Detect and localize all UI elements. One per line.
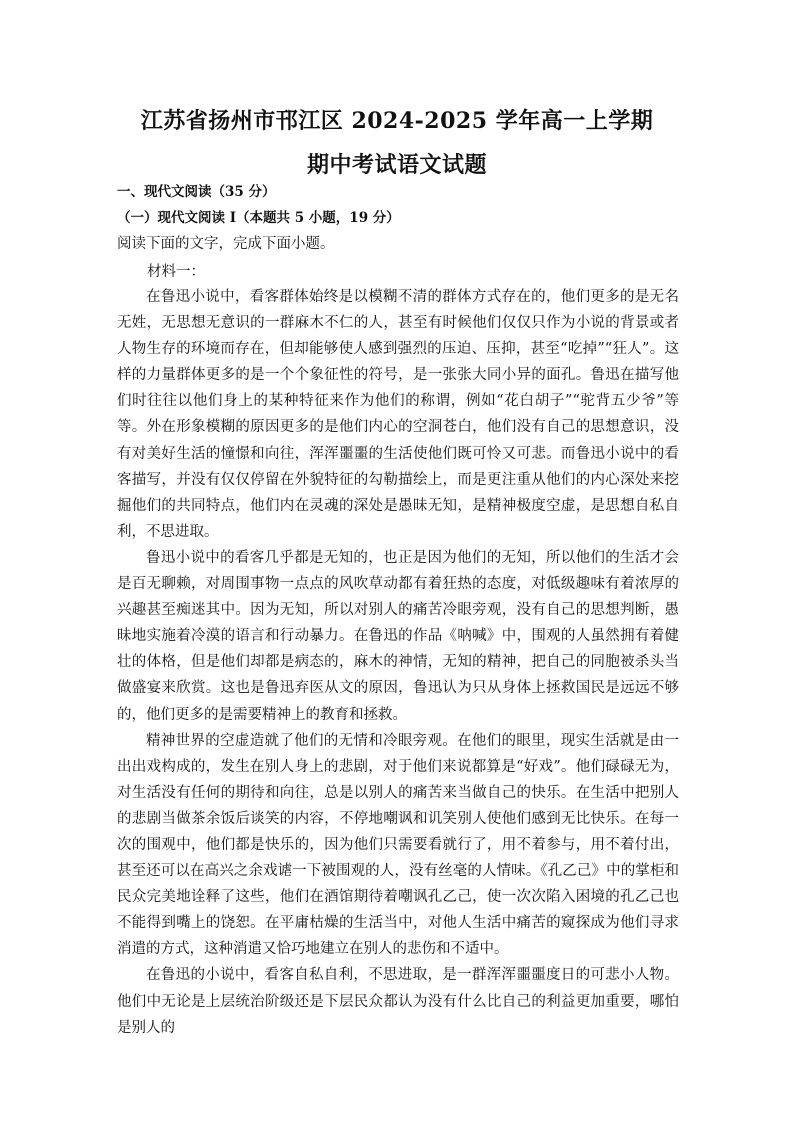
passage-paragraph-1: 在鲁迅小说中，看客群体始终是以模糊不清的群体方式存在的，他们更多的是无名无姓，无思想无意识的一群麻木不仁的人，甚至有时候他们仅仅只作为小说的背景或者人物生存的环境而存在，但却能够使人感到强烈的压迫、压抑，甚至“吃掉”“狂人”。这样的力量群体更多的是一个个象征性的符号，是一张张大同小异的面孔。鲁迅在描写他们时往往以他们身上的某种特征来作为他们的称谓，例如“花白胡子”“驼背五少爷”等等。外在形象模糊的原因更多的是他们内心的空洞苍白，他们没有自己的思想意识，没有对美好生活的憧憬和向往，浑浑噩噩的生活使他们既可怜又可悲。而鲁迅小说中的看客描写，并没有仅仅停留在外貌特征的勾勒描绘上，而是更注重从他们的内心深处来挖掘他们的共同特点，他们内在灵魂的深处是愚昧无知，是精神极度空虚，是思想自私自利，不思进取。 <box>117 289 679 540</box>
section-heading: 一、现代文阅读（35 分） <box>117 184 276 200</box>
passage-paragraph-2: 鲁迅小说中的看客几乎都是无知的，也正是因为他们的无知，所以他们的生活才会是百无聊赖，对周围事物一点点的风吹草动都有着狂热的态度，对低级趣味有着浓厚的兴趣甚至痴迷其中。因为无知，所以对别人的痛苦冷眼旁观，没有自己的思想判断，愚昧地实施着冷漠的语言和行动暴力。在鲁迅的作品《呐喊》中，围观的人虽然拥有着健壮的体格，但是他们却都是病态的，麻木的神情，无知的精神，把自己的同胞被杀头当做盛宴来欣赏。这也是鲁迅弃医从文的原因，鲁迅认为只从身体上拯救国民是远远不够的，他们更多的是需要精神上的教育和拯救。 <box>117 549 679 723</box>
exam-title-line1: 江苏省扬州市邗江区 2024-2025 学年高一上学期 <box>140 108 654 134</box>
passage-paragraph-4: 在鲁迅的小说中，看客自私自利，不思进取，是一群浑浑噩噩度日的可悲小人物。他们中无论是上层统治阶级还是下层民众都认为没有什么比自己的利益更加重要，哪怕是别人的 <box>117 967 679 1036</box>
subsection-heading: （一）现代文阅读 I（本题共 5 小题，19 分） <box>117 210 400 226</box>
passage-body <box>117 284 679 1041</box>
passage-paragraph-3: 精神世界的空虚造就了他们的无情和冷眼旁观。在他们的眼里，现实生活就是由一出出戏构成的，发生在别人身上的悲剧，对于他们来说都算是“好戏”。他们碌碌无为，对生活没有任何的期待和向往，总是以别人的痛苦来当做自己的快乐。在生活中把别人的悲剧当做茶余饭后谈笑的内容，不停地嘲讽和讥笑别人使他们感到无比快乐。在每一次的围观中，他们都是快乐的，因为他们只需要看就行了，用不着参与，用不着付出，甚至还可以在高兴之余戏谑一下被围观的人，没有丝毫的人情味。《孔乙己》中的掌柜和民众完美地诠释了这些，他们在酒馆期待着嘲讽孔乙己，使一次次陷入困境的孔乙己也不能得到嘴上的饶恕。在平庸枯燥的生活当中，对他人生活中痛苦的窥探成为他们寻求消遣的方式，这种消遣又恰巧地建立在别人的悲伤和不适中。 <box>117 732 679 958</box>
exam-title-line2: 期中考试语文试题 <box>306 152 487 178</box>
reading-instruction: 阅读下面的文字，完成下面小题。 <box>117 236 335 252</box>
material-label: 材料一： <box>147 264 205 280</box>
